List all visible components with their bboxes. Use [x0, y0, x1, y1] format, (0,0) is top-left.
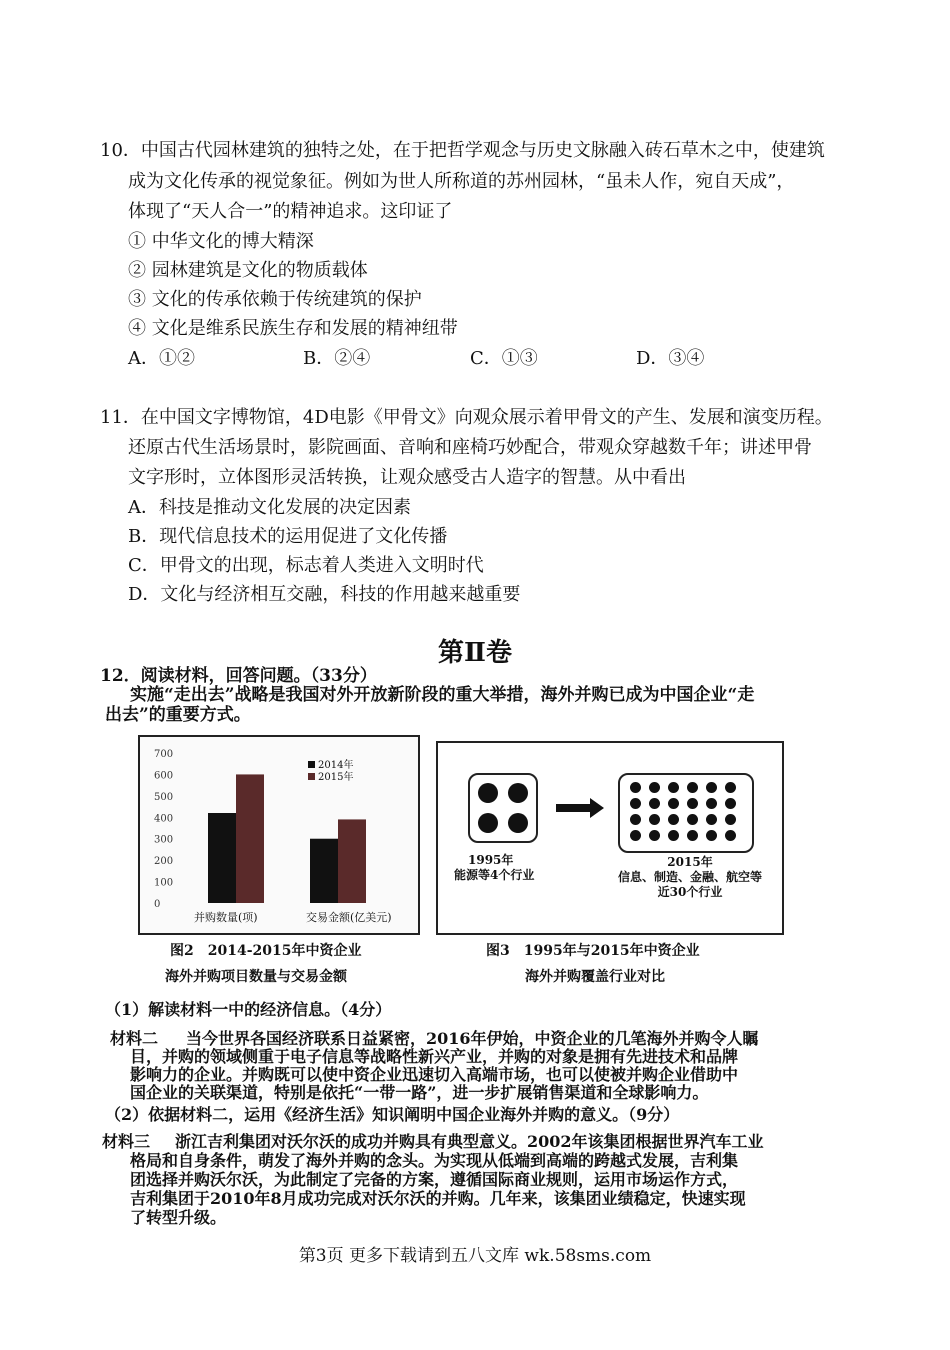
dot-icon	[649, 782, 660, 793]
q10-options	[128, 348, 778, 370]
dot-icon	[668, 814, 679, 825]
dot-icon	[508, 813, 528, 833]
figure3-left-desc: 能源等4个行业	[454, 868, 535, 882]
q10-option-b: B．②④	[303, 348, 371, 369]
material3-line-1: 浙江吉利集团对沃尔沃的成功并购具有典型意义。2002年该集团根据世界汽车工业	[175, 1132, 764, 1151]
dot-icon	[508, 783, 528, 803]
y-tick-label: 200	[154, 856, 174, 868]
q10-option-d: D．③④	[636, 348, 705, 369]
dot-icon	[706, 830, 717, 841]
q11-option-a: A．科技是推动文化发展的决定因素	[128, 497, 411, 518]
figure2-caption-line-1: 图2 2014-2015年中资企业	[170, 943, 362, 959]
dot-icon	[630, 798, 641, 809]
dot-icon	[649, 830, 660, 841]
legend-swatch	[308, 761, 315, 768]
bar-1-1	[338, 819, 366, 903]
dot-icon	[478, 813, 498, 833]
figure3-caption-line-2: 海外并购覆盖行业对比	[525, 969, 665, 985]
figure3-right-desc-2: 近30个行业	[657, 885, 723, 899]
dot-icon	[668, 798, 679, 809]
page-footer: 第3页 更多下载请到五八文库 wk.58sms.com	[298, 1246, 652, 1266]
y-tick-label: 500	[154, 791, 174, 803]
q12-header: 12．阅读材料，回答问题。（33分）	[100, 666, 377, 686]
bar-0-0	[208, 813, 236, 903]
dot-icon	[687, 830, 698, 841]
legend-label: 2014年	[318, 760, 354, 771]
figure3-right-year: 2015年	[667, 855, 713, 869]
q10-item-1: ① 中华文化的博大精深	[128, 231, 314, 252]
dot-icon	[630, 782, 641, 793]
dot-icon	[725, 830, 736, 841]
q10-line-1: 10．中国古代园林建筑的独特之处，在于把哲学观念与历史文脉融入砖石草木之中，使建筑	[100, 140, 825, 161]
dot-icon	[687, 814, 698, 825]
y-tick-label: 400	[154, 813, 174, 825]
material2-label: 材料二	[110, 1029, 159, 1048]
q10-option-c: C．①③	[470, 348, 538, 369]
material3-line-2: 格局和自身条件，萌发了海外并购的念头。为实现从低端到高端的跨越式发展，吉利集	[130, 1151, 739, 1170]
legend-swatch	[308, 773, 315, 780]
figure3-left-labels	[454, 853, 534, 883]
material2-line-4: 国企业的关联渠道，特别是依托“一带一路”，进一步扩展销售渠道和全球影响力。	[130, 1083, 709, 1102]
q10-line-3: 体现了“天人合一”的精神追求。这印证了	[128, 201, 453, 222]
dot-icon	[478, 783, 498, 803]
x-tick-label: 并购数量(项)	[194, 911, 258, 924]
figure3-left-year: 1995年	[468, 853, 514, 867]
y-tick-label: 300	[154, 834, 174, 846]
dot-icon	[725, 782, 736, 793]
dot-icon	[706, 814, 717, 825]
dot-icon	[706, 782, 717, 793]
dot-icon	[725, 798, 736, 809]
dot-icon	[630, 814, 641, 825]
q10-line-2: 成为文化传承的视觉象征。例如为世人所称道的苏州园林，“虽未人作，宛自天成”，	[128, 171, 795, 192]
material2-line-3: 影响力的企业。并购既可以使中资企业迅速切入高端市场，也可以使被并购企业借助中	[130, 1065, 739, 1084]
material3-line-3: 团选择并购沃尔沃，为此制定了完备的方案，遵循国际商业规则，运用市场运作方式，	[130, 1170, 739, 1189]
material2-line-1: 当今世界各国经济联系日益紧密，2016年伊始，中资企业的几笔海外并购令人瞩	[186, 1029, 759, 1048]
y-tick-label: 0	[154, 899, 161, 910]
dot-icon	[706, 798, 717, 809]
q11-option-c: C．甲骨文的出现，标志着人类进入文明时代	[128, 555, 484, 576]
q11-line-2: 还原古代生活场景时，影院画面、音响和座椅巧妙配合，带观众穿越数千年；讲述甲骨	[128, 437, 812, 458]
figure3-caption-line-1: 图3 1995年与2015年中资企业	[486, 943, 700, 959]
legend-label: 2015年	[318, 772, 354, 783]
figure2-caption-line-2: 海外并购项目数量与交易金额	[165, 969, 347, 985]
dot-icon	[668, 782, 679, 793]
q12-sub2: （2）依据材料二，运用《经济生活》知识阐明中国企业海外并购的意义。（9分）	[105, 1105, 680, 1124]
dot-icon	[649, 798, 660, 809]
q11-option-d: D．文化与经济相互交融，科技的作用越来越重要	[128, 584, 521, 605]
q10-item-2: ② 园林建筑是文化的物质载体	[128, 260, 368, 281]
bar-1-0	[310, 839, 338, 903]
bar-0-1	[236, 774, 264, 903]
bar-chart	[138, 735, 420, 935]
dot-icon	[668, 830, 679, 841]
q12-sub1: （1）解读材料一中的经济信息。（4分）	[105, 1000, 392, 1019]
q12-material1-line-1: 实施“走出去”战略是我国对外开放新阶段的重大举措，海外并购已成为中国企业“走	[130, 685, 755, 705]
q12-material1-line-2: 出去”的重要方式。	[105, 705, 251, 725]
dot-icon	[649, 814, 660, 825]
y-tick-label: 100	[154, 877, 174, 889]
material3-label: 材料三	[102, 1132, 151, 1151]
dot-icon	[687, 782, 698, 793]
material3-line-4: 吉利集团于2010年8月成功完成对沃尔沃的并购。几年来，该集团业绩稳定，快速实现	[130, 1189, 746, 1208]
y-tick-label: 700	[154, 749, 174, 760]
q10-option-a: A．①②	[128, 348, 195, 369]
q10-item-3: ③ 文化的传承依赖于传统建筑的保护	[128, 289, 422, 310]
dot-icon	[687, 798, 698, 809]
q11-line-3: 文字形时，立体图形灵活转换，让观众感受古人造字的智慧。从中看出	[128, 467, 686, 488]
x-tick-label: 交易金额(亿美元)	[306, 911, 392, 924]
figure3-small-grid	[468, 773, 538, 843]
right-arrow-icon	[556, 798, 606, 818]
q10-item-4: ④ 文化是维系民族生存和发展的精神纽带	[128, 318, 458, 339]
q11-option-b: B．现代信息技术的运用促进了文化传播	[128, 526, 448, 547]
figure3-large-grid	[618, 773, 754, 853]
material3-line-5: 了转型升级。	[130, 1208, 227, 1227]
figure3-right-desc-1: 信息、制造、金融、航空等	[617, 870, 762, 884]
figure3-box	[436, 741, 784, 935]
dot-icon	[630, 830, 641, 841]
section-title: 第Ⅱ卷	[438, 638, 512, 668]
y-tick-label: 600	[154, 770, 174, 782]
q11-line-1: 11．在中国文字博物馆，4D电影《甲骨文》向观众展示着甲骨文的产生、发展和演变历程。	[100, 407, 833, 428]
material2-line-2: 目，并购的领域侧重于电子信息等战略性新兴产业，并购的对象是拥有先进技术和品牌	[130, 1047, 739, 1066]
figure3-right-labels	[610, 855, 770, 900]
dot-icon	[725, 814, 736, 825]
